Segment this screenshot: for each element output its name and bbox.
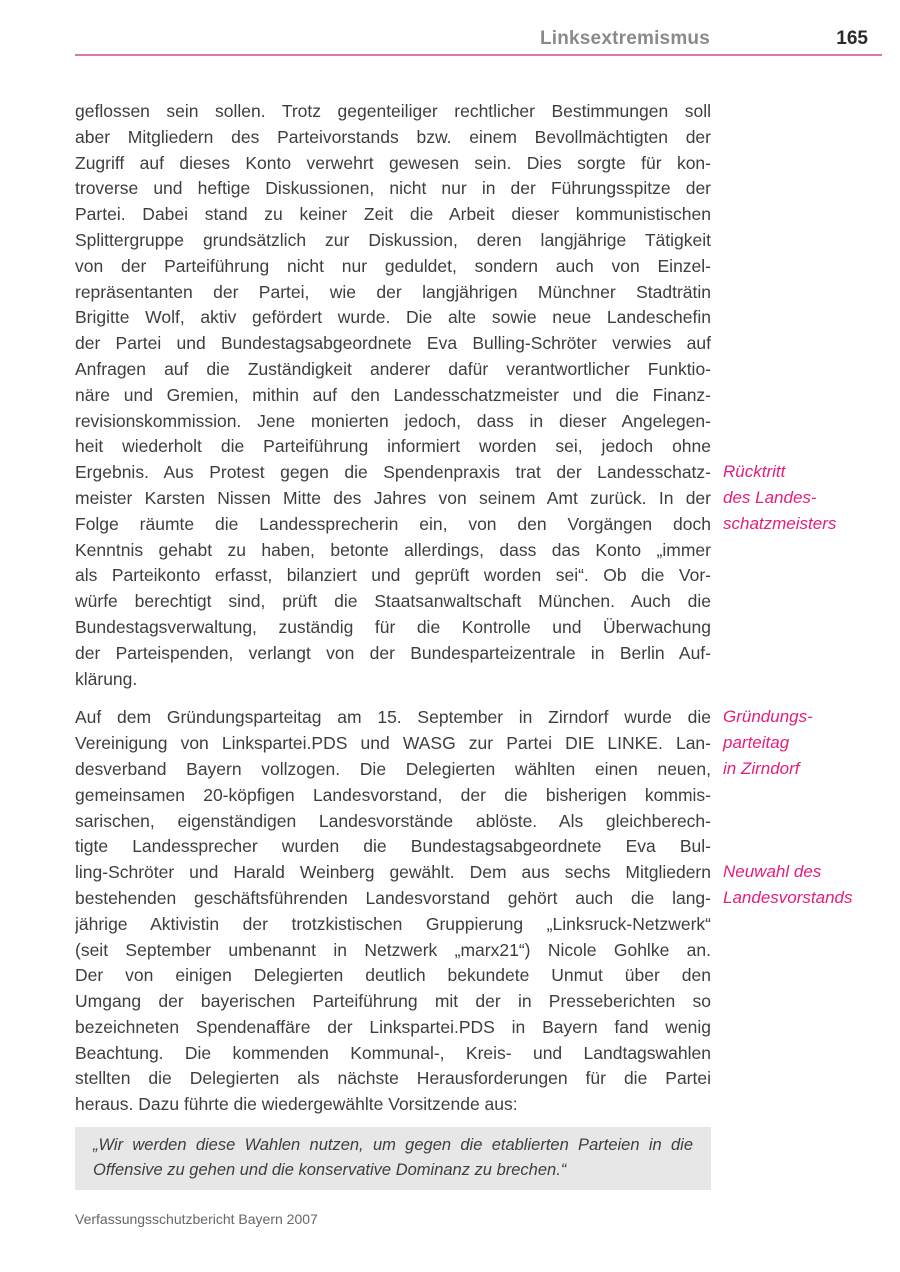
text-line: jährige Aktivistin der trotzkistischen Gruppierung „Linksruck-Netzwerk“ [75,913,711,934]
margin-note-gruendungsparteitag [723,704,893,781]
footer-report-title: Verfassungsschutzbericht Bayern 2007 [75,1211,318,1227]
text-line: Ergebnis. Aus Protest gegen die Spendenpraxis trat der Landesschatz- [75,462,711,483]
text-line: schatzmeisters [723,513,837,533]
text-line: näre und Gremien, mithin auf den Landesschatzmeister und die Finanz- [75,384,711,405]
text-line: Der von einigen Delegierten deutlich bekundete Unmut über den [75,965,711,986]
text-line: der Partei und Bundestagsabgeordnete Eva Bulling-Schröter verwies auf [75,333,711,354]
text-line: Partei. Dabei stand zu keiner Zeit die Arbeit dieser kommunistischen [75,204,711,225]
text-line: geflossen sein sollen. Trotz gegenteiliger rechtlicher Bestimmungen soll [75,101,711,121]
body-paragraph-2 [75,705,711,1118]
text-line: heraus. Dazu führte die wiedergewählte Vorsitzende aus: [75,1094,518,1115]
text-line: bestehenden geschäftsführenden Landesvorstand gehört auch die lang- [75,887,711,908]
text-line: troverse und heftige Diskussionen, nicht nur in der Führungsspitze der [75,178,711,199]
text-line: parteitag [723,732,790,752]
text-line: Vereinigung von Linkspartei.PDS und WASG zur Partei DIE LINKE. Lan- [75,733,711,754]
quote-block [75,1127,711,1190]
body-paragraph-1 [75,99,711,692]
margin-note-neuwahl [723,859,893,911]
text-line: als Parteikonto erfasst, bilanziert und geprüft worden sei“. Ob die Vor- [75,565,711,586]
text-line: Landesvorstands [723,887,853,907]
header-rule [75,54,882,56]
text-line: meister Karsten Nissen Mitte des Jahres von seinem Amt zurück. In der [75,487,711,508]
text-line: Auf dem Gründungsparteitag am 15. September in Zirndorf wurde die [75,707,711,728]
text-line: revisionskommission. Jene monierten jedoch, dass in dieser Angelegen- [75,410,711,431]
margin-note-ruecktritt [723,459,893,536]
text-line: von der Parteiführung nicht nur geduldet, sondern auch von Einzel- [75,255,711,276]
text-line: bezeichneten Spendenaffäre der Linkspartei.PDS in Bayern fand wenig [75,1016,711,1037]
text-line: stellten die Delegierten als nächste Herausforderungen für die Partei [75,1068,711,1089]
text-line: aber Mitgliedern des Parteivorstands bzw. einem Bevollmächtigten der [75,126,711,147]
text-line: Brigitte Wolf, aktiv gefördert wurde. Die alte sowie neue Landeschefin [75,307,711,328]
text-line: tigte Landessprecher wurden die Bundestagsabgeordnete Eva Bul- [75,836,711,857]
text-line: Rücktritt [723,462,786,481]
text-line: Gründungs- [723,707,813,726]
text-line: heit wiederholt die Parteiführung informiert worden sei, jedoch ohne [75,436,711,457]
text-line: Beachtung. Die kommenden Kommunal-, Kreis- und Landtagswahlen [75,1042,711,1063]
header-section-title: Linksextremismus [539,28,710,49]
text-line: gemeinsamen 20-köpfigen Landesvorstand, der die bisherigen kommis- [75,784,711,805]
text-line: (seit September umbenannt in Netzwerk „marx21“) Nicole Gohlke an. [75,939,711,960]
text-line: Offensive zu gehen und die konservative Dominanz zu brechen.“ [93,1161,567,1180]
text-line: sarischen, eigenständigen Landesvorstände ablöste. Als gleichberech- [75,810,711,831]
text-line: ling-Schröter und Harald Weinberg gewählt. Dem aus sechs Mitgliedern [75,862,711,883]
text-line: Zugriff auf dieses Konto verwehrt gewesen sein. Dies sorgte für kon- [75,152,711,173]
text-line: „Wir werden diese Wahlen nutzen, um gegen die etablierten Parteien in die [93,1136,693,1155]
text-line: klärung. [75,668,138,689]
text-line: Umgang der bayerischen Parteiführung mit der in Presseberichten so [75,991,711,1012]
text-line: Neuwahl des [723,862,822,881]
text-line: in Zirndorf [723,758,800,778]
text-line: des Landes- [723,487,817,507]
text-line: Folge räumte die Landessprecherin ein, von den Vorgängen doch [75,513,711,534]
text-line: Anfragen auf die Zuständigkeit anderer dafür verantwortlicher Funktio- [75,358,711,379]
text-line: repräsentanten der Partei, wie der langjährigen Münchner Stadträtin [75,281,711,302]
text-line: der Parteispenden, verlangt von der Bundesparteizentrale in Berlin Auf- [75,642,711,663]
main-text-column [75,99,711,1190]
text-line: Bundestagsverwaltung, zuständig für die Kontrolle und Überwachung [75,616,711,637]
text-line: Splittergruppe grundsätzlich zur Diskussion, deren langjährige Tätigkeit [75,229,711,250]
text-line: Kenntnis gehabt zu haben, betonte allerdings, dass das Konto „immer [75,539,711,560]
text-line: würfe berechtigt sind, prüft die Staatsanwaltschaft München. Auch die [75,591,711,612]
text-line: desverband Bayern vollzogen. Die Delegierten wählten einen neuen, [75,758,711,779]
page-number: 165 [836,28,868,49]
